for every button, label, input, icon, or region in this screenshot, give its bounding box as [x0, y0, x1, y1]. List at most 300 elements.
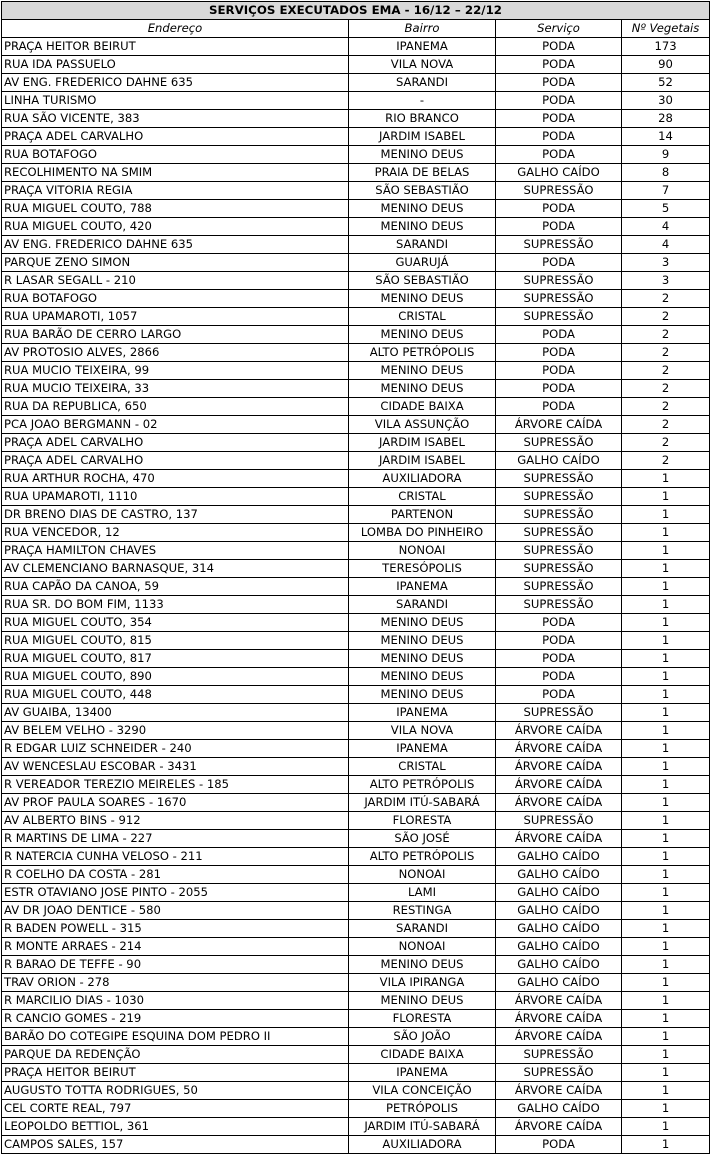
header-row — [2, 20, 710, 38]
cell-num-vegetais: 1 — [622, 938, 710, 956]
cell-num-vegetais: 1 — [622, 524, 710, 542]
table-row — [2, 560, 710, 578]
cell-num-vegetais: 1 — [622, 506, 710, 524]
cell-num-vegetais: 2 — [622, 308, 710, 326]
cell-endereco: CAMPOS SALES, 157 — [2, 1136, 349, 1154]
cell-bairro: IPANEMA — [349, 740, 496, 758]
cell-servico: ÁRVORE CAÍDA — [496, 416, 622, 434]
cell-num-vegetais: 1 — [622, 470, 710, 488]
cell-num-vegetais: 4 — [622, 236, 710, 254]
cell-bairro: SARANDI — [349, 596, 496, 614]
cell-num-vegetais: 1 — [622, 758, 710, 776]
column-header-bairro: Bairro — [349, 20, 496, 38]
cell-servico: SUPRESSÃO — [496, 182, 622, 200]
cell-num-vegetais: 5 — [622, 200, 710, 218]
cell-bairro: VILA ASSUNÇÃO — [349, 416, 496, 434]
table-row — [2, 38, 710, 56]
cell-endereco: PRAÇA VITORIA REGIA — [2, 182, 349, 200]
table-row — [2, 1100, 710, 1118]
table-row — [2, 596, 710, 614]
cell-num-vegetais: 2 — [622, 398, 710, 416]
table-row — [2, 290, 710, 308]
table-row — [2, 416, 710, 434]
cell-servico: GALHO CAÍDO — [496, 1100, 622, 1118]
cell-endereco: PRAÇA ADEL CARVALHO — [2, 434, 349, 452]
cell-endereco: RUA MIGUEL COUTO, 420 — [2, 218, 349, 236]
table-row — [2, 992, 710, 1010]
cell-servico: PODA — [496, 650, 622, 668]
cell-endereco: AV ENG. FREDERICO DAHNE 635 — [2, 74, 349, 92]
cell-num-vegetais: 1 — [622, 578, 710, 596]
table-row — [2, 722, 710, 740]
table-row — [2, 362, 710, 380]
cell-servico: GALHO CAÍDO — [496, 848, 622, 866]
cell-servico: ÁRVORE CAÍDA — [496, 740, 622, 758]
cell-servico: PODA — [496, 398, 622, 416]
cell-bairro: NONOAI — [349, 542, 496, 560]
cell-bairro: LAMI — [349, 884, 496, 902]
table-row — [2, 236, 710, 254]
table-row — [2, 866, 710, 884]
cell-num-vegetais: 1 — [622, 1028, 710, 1046]
column-header-num-vegetais: Nº Vegetais — [622, 20, 710, 38]
cell-endereco: R BARAO DE TEFFE - 90 — [2, 956, 349, 974]
cell-endereco: R EDGAR LUIZ SCHNEIDER - 240 — [2, 740, 349, 758]
table-row — [2, 938, 710, 956]
cell-num-vegetais: 1 — [622, 1100, 710, 1118]
cell-endereco: RUA BARÃO DE CERRO LARGO — [2, 326, 349, 344]
cell-bairro: MENINO DEUS — [349, 290, 496, 308]
cell-bairro: FLORESTA — [349, 1010, 496, 1028]
cell-servico: GALHO CAÍDO — [496, 902, 622, 920]
cell-servico: GALHO CAÍDO — [496, 452, 622, 470]
cell-servico: ÁRVORE CAÍDA — [496, 1118, 622, 1136]
column-header-servico: Serviço — [496, 20, 622, 38]
cell-endereco: AV BELEM VELHO - 3290 — [2, 722, 349, 740]
cell-num-vegetais: 1 — [622, 956, 710, 974]
cell-num-vegetais: 1 — [622, 686, 710, 704]
table-row — [2, 1082, 710, 1100]
cell-servico: PODA — [496, 56, 622, 74]
cell-bairro: VILA NOVA — [349, 722, 496, 740]
cell-bairro: JARDIM ITÚ-SABARÁ — [349, 1118, 496, 1136]
cell-num-vegetais: 30 — [622, 92, 710, 110]
cell-endereco: AV PROTOSIO ALVES, 2866 — [2, 344, 349, 362]
cell-endereco: TRAV ORION - 278 — [2, 974, 349, 992]
cell-servico: SUPRESSÃO — [496, 812, 622, 830]
cell-bairro: - — [349, 92, 496, 110]
cell-bairro: PETRÓPOLIS — [349, 1100, 496, 1118]
table-body — [2, 38, 710, 1154]
cell-num-vegetais: 3 — [622, 272, 710, 290]
cell-endereco: AV ENG. FREDERICO DAHNE 635 — [2, 236, 349, 254]
cell-bairro: LOMBA DO PINHEIRO — [349, 524, 496, 542]
cell-endereco: RUA UPAMAROTI, 1057 — [2, 308, 349, 326]
cell-num-vegetais: 2 — [622, 416, 710, 434]
cell-num-vegetais: 173 — [622, 38, 710, 56]
cell-num-vegetais: 1 — [622, 1046, 710, 1064]
cell-servico: ÁRVORE CAÍDA — [496, 1082, 622, 1100]
cell-bairro: JARDIM ISABEL — [349, 434, 496, 452]
cell-bairro: MENINO DEUS — [349, 146, 496, 164]
cell-num-vegetais: 1 — [622, 974, 710, 992]
cell-endereco: RUA MIGUEL COUTO, 815 — [2, 632, 349, 650]
cell-bairro: JARDIM ISABEL — [349, 128, 496, 146]
cell-endereco: R NATERCIA CUNHA VELOSO - 211 — [2, 848, 349, 866]
table-row — [2, 578, 710, 596]
cell-endereco: RUA VENCEDOR, 12 — [2, 524, 349, 542]
cell-num-vegetais: 2 — [622, 452, 710, 470]
cell-bairro: MENINO DEUS — [349, 632, 496, 650]
cell-num-vegetais: 2 — [622, 290, 710, 308]
cell-bairro: CRISTAL — [349, 488, 496, 506]
cell-endereco: R CANCIO GOMES - 219 — [2, 1010, 349, 1028]
cell-num-vegetais: 1 — [622, 1010, 710, 1028]
table-row — [2, 452, 710, 470]
cell-num-vegetais: 1 — [622, 560, 710, 578]
cell-bairro: ALTO PETRÓPOLIS — [349, 344, 496, 362]
cell-num-vegetais: 1 — [622, 1064, 710, 1082]
cell-num-vegetais: 9 — [622, 146, 710, 164]
cell-bairro: MENINO DEUS — [349, 326, 496, 344]
table-row — [2, 344, 710, 362]
cell-servico: SUPRESSÃO — [496, 524, 622, 542]
cell-bairro: TERESÓPOLIS — [349, 560, 496, 578]
cell-bairro: VILA IPIRANGA — [349, 974, 496, 992]
cell-num-vegetais: 1 — [622, 722, 710, 740]
cell-servico: SUPRESSÃO — [496, 1064, 622, 1082]
table-row — [2, 830, 710, 848]
column-header-endereco: Endereço — [2, 20, 349, 38]
cell-endereco: PRAÇA HEITOR BEIRUT — [2, 38, 349, 56]
cell-num-vegetais: 3 — [622, 254, 710, 272]
cell-servico: PODA — [496, 686, 622, 704]
table-row — [2, 74, 710, 92]
cell-num-vegetais: 4 — [622, 218, 710, 236]
cell-servico: SUPRESSÃO — [496, 578, 622, 596]
table-row — [2, 128, 710, 146]
cell-endereco: LEOPOLDO BETTIOL, 361 — [2, 1118, 349, 1136]
cell-num-vegetais: 1 — [622, 1118, 710, 1136]
cell-num-vegetais: 1 — [622, 884, 710, 902]
cell-endereco: LINHA TURISMO — [2, 92, 349, 110]
cell-num-vegetais: 8 — [622, 164, 710, 182]
cell-bairro: SÃO JOSÉ — [349, 830, 496, 848]
cell-servico: PODA — [496, 110, 622, 128]
cell-endereco: RUA UPAMAROTI, 1110 — [2, 488, 349, 506]
cell-num-vegetais: 1 — [622, 650, 710, 668]
cell-bairro: ALTO PETRÓPOLIS — [349, 776, 496, 794]
table-row — [2, 1010, 710, 1028]
table-row — [2, 758, 710, 776]
cell-bairro: IPANEMA — [349, 578, 496, 596]
cell-endereco: R VEREADOR TEREZIO MEIRELES - 185 — [2, 776, 349, 794]
cell-servico: ÁRVORE CAÍDA — [496, 722, 622, 740]
table-row — [2, 668, 710, 686]
cell-servico: PODA — [496, 1136, 622, 1154]
cell-endereco: RUA MUCIO TEIXEIRA, 33 — [2, 380, 349, 398]
cell-bairro: SÃO JOÃO — [349, 1028, 496, 1046]
cell-num-vegetais: 1 — [622, 488, 710, 506]
table-row — [2, 1046, 710, 1064]
cell-servico: PODA — [496, 632, 622, 650]
table-row — [2, 272, 710, 290]
cell-servico: ÁRVORE CAÍDA — [496, 830, 622, 848]
cell-bairro: SARANDI — [349, 74, 496, 92]
table-row — [2, 740, 710, 758]
table-row — [2, 470, 710, 488]
cell-bairro: MENINO DEUS — [349, 668, 496, 686]
cell-num-vegetais: 1 — [622, 902, 710, 920]
table-row — [2, 164, 710, 182]
cell-servico: PODA — [496, 92, 622, 110]
cell-endereco: AV GUAIBA, 13400 — [2, 704, 349, 722]
cell-num-vegetais: 52 — [622, 74, 710, 92]
services-table — [1, 1, 710, 1154]
cell-bairro: MENINO DEUS — [349, 956, 496, 974]
cell-servico: SUPRESSÃO — [496, 506, 622, 524]
cell-servico: GALHO CAÍDO — [496, 164, 622, 182]
cell-endereco: BARÃO DO COTEGIPE ESQUINA DOM PEDRO II — [2, 1028, 349, 1046]
cell-endereco: CEL CORTE REAL, 797 — [2, 1100, 349, 1118]
cell-servico: PODA — [496, 74, 622, 92]
cell-bairro: IPANEMA — [349, 1064, 496, 1082]
cell-servico: PODA — [496, 614, 622, 632]
cell-servico: PODA — [496, 326, 622, 344]
cell-bairro: IPANEMA — [349, 38, 496, 56]
cell-bairro: SÃO SEBASTIÃO — [349, 272, 496, 290]
cell-endereco: AV CLEMENCIANO BARNASQUE, 314 — [2, 560, 349, 578]
table-row — [2, 902, 710, 920]
cell-servico: PODA — [496, 128, 622, 146]
cell-num-vegetais: 1 — [622, 740, 710, 758]
cell-num-vegetais: 7 — [622, 182, 710, 200]
cell-servico: PODA — [496, 380, 622, 398]
cell-servico: SUPRESSÃO — [496, 596, 622, 614]
cell-endereco: RUA DA REPUBLICA, 650 — [2, 398, 349, 416]
cell-num-vegetais: 1 — [622, 632, 710, 650]
cell-endereco: AV ALBERTO BINS - 912 — [2, 812, 349, 830]
cell-bairro: FLORESTA — [349, 812, 496, 830]
cell-bairro: MENINO DEUS — [349, 650, 496, 668]
cell-endereco: RECOLHIMENTO NA SMIM — [2, 164, 349, 182]
cell-endereco: RUA MIGUEL COUTO, 890 — [2, 668, 349, 686]
cell-servico: SUPRESSÃO — [496, 236, 622, 254]
cell-bairro: PRAIA DE BELAS — [349, 164, 496, 182]
table-row — [2, 308, 710, 326]
cell-num-vegetais: 1 — [622, 668, 710, 686]
cell-num-vegetais: 28 — [622, 110, 710, 128]
cell-bairro: CIDADE BAIXA — [349, 398, 496, 416]
cell-num-vegetais: 1 — [622, 794, 710, 812]
cell-endereco: R LASAR SEGALL - 210 — [2, 272, 349, 290]
table-row — [2, 1028, 710, 1046]
cell-num-vegetais: 1 — [622, 596, 710, 614]
cell-num-vegetais: 14 — [622, 128, 710, 146]
table-row — [2, 380, 710, 398]
cell-servico: GALHO CAÍDO — [496, 920, 622, 938]
cell-endereco: PARQUE ZENO SIMON — [2, 254, 349, 272]
cell-bairro: SÃO SEBASTIÃO — [349, 182, 496, 200]
cell-num-vegetais: 1 — [622, 1136, 710, 1154]
cell-servico: ÁRVORE CAÍDA — [496, 1028, 622, 1046]
cell-num-vegetais: 90 — [622, 56, 710, 74]
cell-bairro: MENINO DEUS — [349, 380, 496, 398]
table-row — [2, 56, 710, 74]
cell-endereco: AV PROF PAULA SOARES - 1670 — [2, 794, 349, 812]
table-row — [2, 200, 710, 218]
services-report — [1, 1, 710, 1154]
table-row — [2, 794, 710, 812]
cell-servico: GALHO CAÍDO — [496, 866, 622, 884]
cell-endereco: RUA SÃO VICENTE, 383 — [2, 110, 349, 128]
cell-servico: SUPRESSÃO — [496, 542, 622, 560]
cell-servico: ÁRVORE CAÍDA — [496, 992, 622, 1010]
table-row — [2, 812, 710, 830]
cell-num-vegetais: 2 — [622, 380, 710, 398]
cell-endereco: R MARTINS DE LIMA - 227 — [2, 830, 349, 848]
cell-bairro: NONOAI — [349, 866, 496, 884]
table-row — [2, 542, 710, 560]
cell-bairro: MENINO DEUS — [349, 200, 496, 218]
cell-num-vegetais: 1 — [622, 614, 710, 632]
cell-servico: ÁRVORE CAÍDA — [496, 776, 622, 794]
table-row — [2, 974, 710, 992]
table-row — [2, 434, 710, 452]
table-row — [2, 146, 710, 164]
cell-num-vegetais: 2 — [622, 326, 710, 344]
cell-endereco: PRAÇA ADEL CARVALHO — [2, 452, 349, 470]
cell-num-vegetais: 1 — [622, 920, 710, 938]
cell-servico: GALHO CAÍDO — [496, 974, 622, 992]
cell-endereco: RUA MUCIO TEIXEIRA, 99 — [2, 362, 349, 380]
cell-bairro: MENINO DEUS — [349, 686, 496, 704]
cell-bairro: GUARUJÁ — [349, 254, 496, 272]
cell-servico: SUPRESSÃO — [496, 290, 622, 308]
cell-servico: PODA — [496, 668, 622, 686]
cell-bairro: MENINO DEUS — [349, 362, 496, 380]
cell-bairro: AUXILIADORA — [349, 1136, 496, 1154]
cell-num-vegetais: 2 — [622, 344, 710, 362]
cell-bairro: AUXILIADORA — [349, 470, 496, 488]
cell-endereco: RUA MIGUEL COUTO, 448 — [2, 686, 349, 704]
cell-bairro: ALTO PETRÓPOLIS — [349, 848, 496, 866]
cell-num-vegetais: 1 — [622, 776, 710, 794]
cell-servico: GALHO CAÍDO — [496, 956, 622, 974]
cell-bairro: MENINO DEUS — [349, 218, 496, 236]
cell-num-vegetais: 1 — [622, 1082, 710, 1100]
table-row — [2, 1118, 710, 1136]
table-row — [2, 704, 710, 722]
cell-endereco: RUA MIGUEL COUTO, 817 — [2, 650, 349, 668]
cell-servico: PODA — [496, 254, 622, 272]
cell-num-vegetais: 1 — [622, 992, 710, 1010]
cell-endereco: ESTR OTAVIANO JOSE PINTO - 2055 — [2, 884, 349, 902]
cell-servico: SUPRESSÃO — [496, 434, 622, 452]
cell-bairro: RIO BRANCO — [349, 110, 496, 128]
cell-bairro: PARTENON — [349, 506, 496, 524]
table-row — [2, 884, 710, 902]
cell-endereco: RUA MIGUEL COUTO, 788 — [2, 200, 349, 218]
cell-endereco: RUA BOTAFOGO — [2, 146, 349, 164]
table-row — [2, 488, 710, 506]
cell-num-vegetais: 1 — [622, 830, 710, 848]
cell-endereco: RUA CAPÃO DA CANOA, 59 — [2, 578, 349, 596]
cell-bairro: MENINO DEUS — [349, 992, 496, 1010]
cell-bairro: RESTINGA — [349, 902, 496, 920]
cell-servico: PODA — [496, 200, 622, 218]
cell-servico: SUPRESSÃO — [496, 470, 622, 488]
cell-servico: ÁRVORE CAÍDA — [496, 794, 622, 812]
table-row — [2, 632, 710, 650]
cell-servico: SUPRESSÃO — [496, 704, 622, 722]
cell-endereco: RUA SR. DO BOM FIM, 1133 — [2, 596, 349, 614]
cell-num-vegetais: 1 — [622, 542, 710, 560]
cell-endereco: RUA IDA PASSUELO — [2, 56, 349, 74]
cell-servico: SUPRESSÃO — [496, 308, 622, 326]
table-row — [2, 524, 710, 542]
cell-bairro: CIDADE BAIXA — [349, 1046, 496, 1064]
cell-bairro: VILA CONCEIÇÃO — [349, 1082, 496, 1100]
cell-endereco: AV WENCESLAU ESCOBAR - 3431 — [2, 758, 349, 776]
cell-endereco: PCA JOAO BERGMANN - 02 — [2, 416, 349, 434]
cell-endereco: R COELHO DA COSTA - 281 — [2, 866, 349, 884]
table-title: SERVIÇOS EXECUTADOS EMA - 16/12 – 22/12 — [2, 2, 710, 20]
cell-endereco: DR BRENO DIAS DE CASTRO, 137 — [2, 506, 349, 524]
cell-num-vegetais: 1 — [622, 704, 710, 722]
cell-endereco: RUA BOTAFOGO — [2, 290, 349, 308]
table-row — [2, 776, 710, 794]
cell-servico: PODA — [496, 362, 622, 380]
table-row — [2, 614, 710, 632]
cell-num-vegetais: 1 — [622, 812, 710, 830]
cell-servico: PODA — [496, 38, 622, 56]
table-row — [2, 218, 710, 236]
cell-servico: ÁRVORE CAÍDA — [496, 758, 622, 776]
table-row — [2, 326, 710, 344]
cell-endereco: RUA ARTHUR ROCHA, 470 — [2, 470, 349, 488]
title-row — [2, 2, 710, 20]
cell-num-vegetais: 1 — [622, 866, 710, 884]
cell-num-vegetais: 2 — [622, 434, 710, 452]
cell-bairro: SARANDI — [349, 920, 496, 938]
table-row — [2, 686, 710, 704]
cell-bairro: IPANEMA — [349, 704, 496, 722]
cell-bairro: VILA NOVA — [349, 56, 496, 74]
cell-bairro: NONOAI — [349, 938, 496, 956]
cell-bairro: MENINO DEUS — [349, 614, 496, 632]
cell-bairro: CRISTAL — [349, 308, 496, 326]
cell-bairro: JARDIM ITÚ-SABARÁ — [349, 794, 496, 812]
cell-bairro: SARANDI — [349, 236, 496, 254]
cell-endereco: PRAÇA HEITOR BEIRUT — [2, 1064, 349, 1082]
table-row — [2, 848, 710, 866]
cell-endereco: PARQUE DA REDENÇÃO — [2, 1046, 349, 1064]
cell-servico: SUPRESSÃO — [496, 560, 622, 578]
cell-servico: SUPRESSÃO — [496, 1046, 622, 1064]
cell-num-vegetais: 2 — [622, 362, 710, 380]
table-row — [2, 254, 710, 272]
table-row — [2, 1064, 710, 1082]
table-row — [2, 92, 710, 110]
cell-endereco: AUGUSTO TOTTA RODRIGUES, 50 — [2, 1082, 349, 1100]
cell-servico: ÁRVORE CAÍDA — [496, 1010, 622, 1028]
cell-num-vegetais: 1 — [622, 848, 710, 866]
cell-endereco: RUA MIGUEL COUTO, 354 — [2, 614, 349, 632]
table-row — [2, 506, 710, 524]
cell-servico: PODA — [496, 146, 622, 164]
cell-bairro: JARDIM ISABEL — [349, 452, 496, 470]
